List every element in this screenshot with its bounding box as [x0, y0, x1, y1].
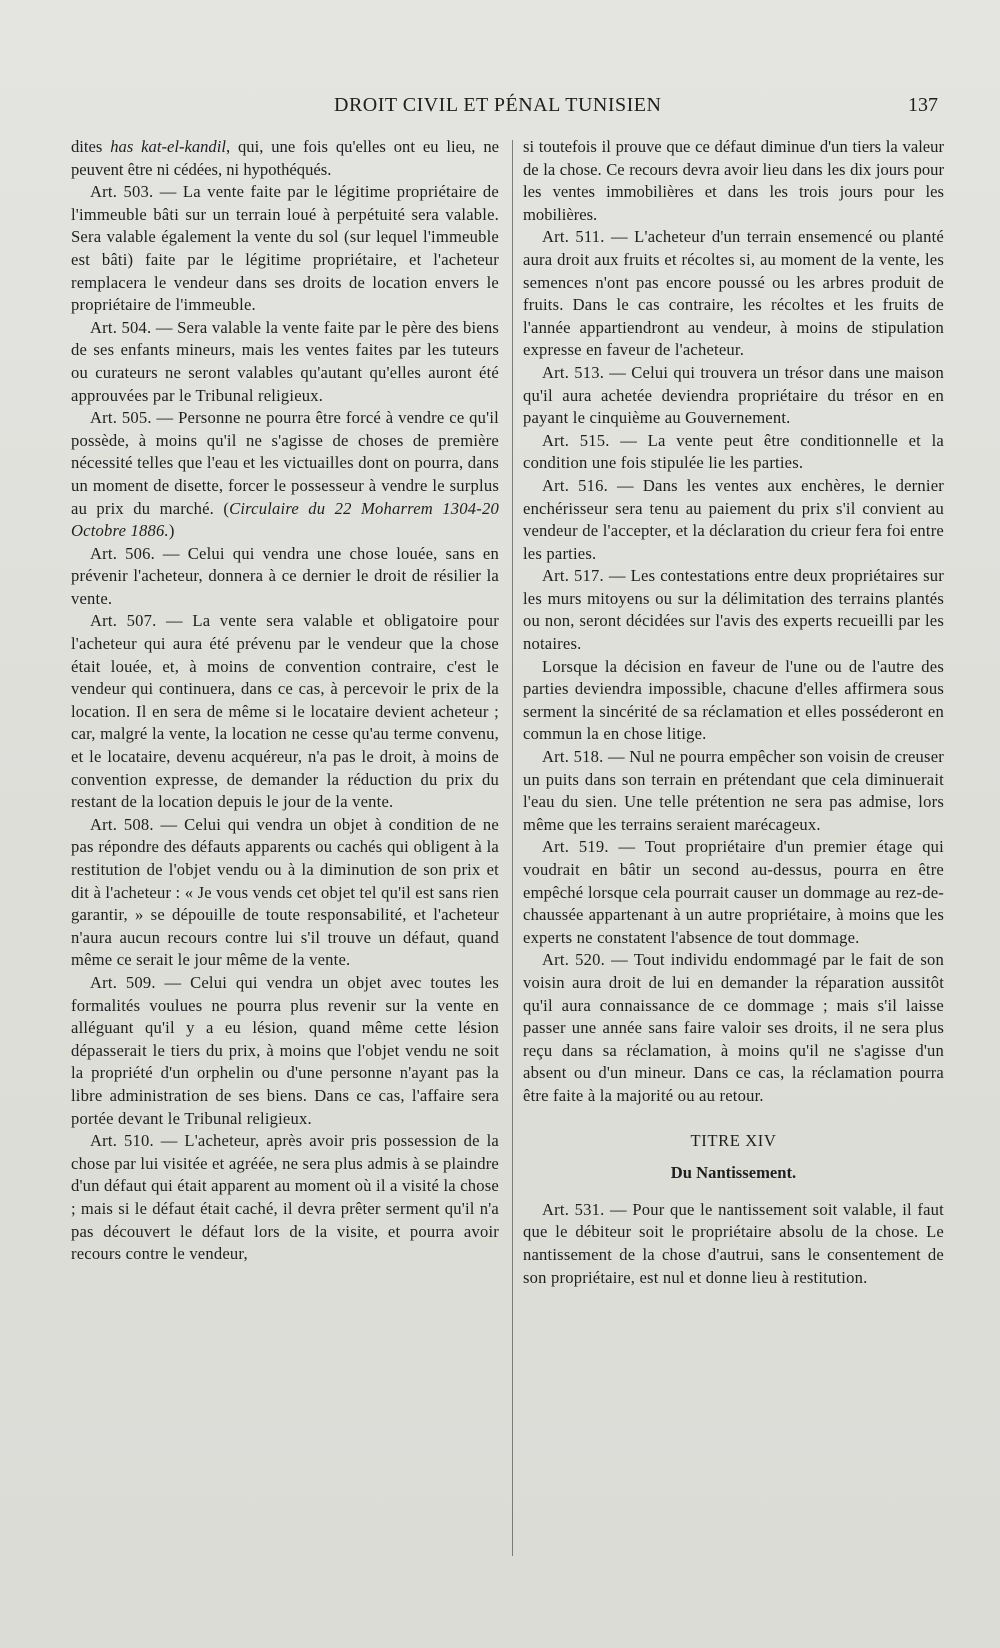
article-510: Art. 510. — L'acheteur, après avoir pris possession de la chose par lui visitée et agréée, ne sera plus admis à se plaindre d'un défaut qui était apparent au moment où il a visité la chose ; mais si le défaut était caché, il devra prêter serment qu'il n'a pas découvert le défaut lors de la visite, et pourra avoir recours contre le vendeur,	[71, 1131, 499, 1264]
paragraph-continuation: si toutefois il prouve que ce défaut diminue d'un tiers la valeur de la chose. Ce recours devra avoir lieu dans les dix jours pour les ventes immobilières et dans les trois jours pour les mobilières.	[523, 137, 944, 224]
article-515: Art. 515. — La vente peut être conditionnelle et la condition une fois stipulée lie les parties.	[523, 430, 944, 473]
citation: Circulaire du 22 Moharrem 1304-20 Octobre 1886.	[71, 498, 499, 541]
article-509: Art. 509. — Celui qui vendra un objet avec toutes les formalités voulues ne pourra plus revenir sur la vente en alléguant qu'il y a eu lésion, quand même cette lésion dépasserait le tiers du prix, à moins que l'objet vendu ne soit la propriété d'un orphelin ou d'une personne n'ayant pas la libre administration de ses biens. Dans ce cas, l'affaire sera portée devant le Tribunal religieux.	[71, 972, 499, 1128]
article-516: Art. 516. — Dans les ventes aux enchères, le dernier enchérisseur sera tenu au paiement du prix s'il convient au vendeur de l'accepter, et la déclaration du crieur fera foi entre les parties.	[523, 475, 944, 563]
right-column	[523, 136, 944, 1289]
section-title: TITRE XIV	[690, 1130, 777, 1150]
running-title: DROIT CIVIL ET PÉNAL TUNISIEN	[334, 94, 662, 116]
left-column	[71, 136, 499, 1266]
italic-term: has kat-el-kandil	[110, 137, 226, 156]
article-503: Art. 503. — La vente faite par le légitime propriétaire de l'immeuble bâti sur un terrain loué à perpétuité sera valable. Sera valable également la vente du sol (sur lequel l'immeuble est bâti) faite par le légitime propriétaire, et l'acheteur remplacera le vendeur dans ses droits de location envers le propriétaire de l'immeuble.	[71, 182, 499, 315]
column-divider	[512, 140, 513, 1556]
page-number: 137	[908, 94, 938, 116]
paragraph-continuation: dites has kat-el-kandil, qui, une fois qu'elles ont eu lieu, ne peuvent être ni cédées, ni hypothéqués.	[71, 137, 499, 179]
article-520: Art. 520. — Tout individu endommagé par le fait de son voisin aura droit de lui en demander la réparation aussitôt qu'il aura connaissance de ce dommage ; mais s'il laisse passer une année sans faire valoir ses droits, il ne sera plus reçu dans sa réclamation, à moins qu'il ne s'agisse d'un absent ou d'un mineur. Dans ce cas, la réclamation pourra être faite à la majorité ou au retour.	[523, 950, 944, 1105]
article-506: Art. 506. — Celui qui vendra une chose louée, sans en prévenir l'acheteur, donnera à ce dernier le droit de résilier la vente.	[71, 543, 499, 608]
section-subtitle: Du Nantissement.	[670, 1163, 797, 1183]
article-504: Art. 504. — Sera valable la vente faite par le père des biens de ses enfants mineurs, mais les ventes faites par les tuteurs ou curateurs ne seront valables qu'autant qu'elles auront été approuvées par le Tribunal religieux.	[71, 317, 499, 405]
article-507: Art. 507. — La vente sera valable et obligatoire pour l'acheteur qui aura été prévenu par le vendeur que la chose était louée, et, à moins de convention contraire, c'est le vendeur qui continuera, dans ce cas, à percevoir le prix de la location. Il en sera de même si le locataire devient acheteur ; car, malgré la vente, la location ne cesse qu'au terme convenu, et le locataire, devenu acquéreur, n'a pas le droit, à moins de convention expresse, de demander la réduction du prix du restant de la location depuis le jour de la vente.	[71, 611, 499, 812]
article-517: Art. 517. — Les contestations entre deux propriétaires sur les murs mitoyens ou sur la délimitation des terrains plantés ou non, seront décidées sur l'avis des experts recueilli par les notaires.	[523, 566, 944, 654]
article-505: Art. 505. — Personne ne pourra être forcé à vendre ce qu'il possède, à moins qu'il ne s'agisse de choses de première nécessité telles que l'eau et les victuailles dont on pourra, dans un moment de disette, forcer le possesseur à vendre le surplus au prix du marché. (Circulaire du 22 Moharrem 1304-20 Octobre 1886.)	[71, 408, 499, 541]
running-header	[0, 94, 1000, 124]
article-519: Art. 519. — Tout propriétaire d'un premier étage qui voudrait en bâtir un second au-dessus, pourra en être empêché lorsque cela pourrait causer un dommage au rez-de-chaussée appartenant à un autre propriétaire, à moins que les experts ne constatent l'absence de tout dommage.	[523, 837, 944, 947]
article-517-continued: Lorsque la décision en faveur de l'une ou de l'autre des parties deviendra impossible, chacune d'elles affirmera sous serment la sincérité de sa réclamation et elles posséderont en commun la en chose litige.	[523, 656, 944, 744]
article-531: Art. 531. — Pour que le nantissement soit valable, il faut que le débiteur soit le propriétaire absolu de la chose. Le nantissement de la chose d'autrui, sans le consentement de son propriétaire, est nul et donne lieu à restitution.	[523, 1199, 944, 1287]
article-513: Art. 513. — Celui qui trouvera un trésor dans une maison qu'il aura achetée deviendra propriétaire du trésor en en payant le cinquième au Gouvernement.	[523, 362, 944, 428]
article-508: Art. 508. — Celui qui vendra un objet à condition de ne pas répondre des défauts apparents ou cachés qui obligent à la restitution de l'objet vendu ou à la diminution de son prix et dit à l'acheteur : « Je vous vends cet objet tel qu'il est sans rien garantir, » se dépouille de toute responsabilité, et l'acheteur n'aura aucun recours contre lui s'il trouve un défaut, quand même ce serait le jour même de la vente.	[71, 814, 499, 970]
article-511: Art. 511. — L'acheteur d'un terrain ensemencé ou planté aura droit aux fruits et récoltes si, au moment de la vente, les semences n'ont pas encore poussé ou les arbres produit de fruits. Dans le cas contraire, les récoltes et les fruits de l'année appartiendront au vendeur, à moins de stipulation expresse en faveur de l'acheteur.	[523, 227, 944, 360]
article-518: Art. 518. — Nul ne pourra empêcher son voisin de creuser un puits dans son terrain en prétendant que cela diminuerait l'eau du sien. Une telle prétention ne sera pas admise, lors même que les terrains seraient marécageux.	[523, 747, 944, 834]
